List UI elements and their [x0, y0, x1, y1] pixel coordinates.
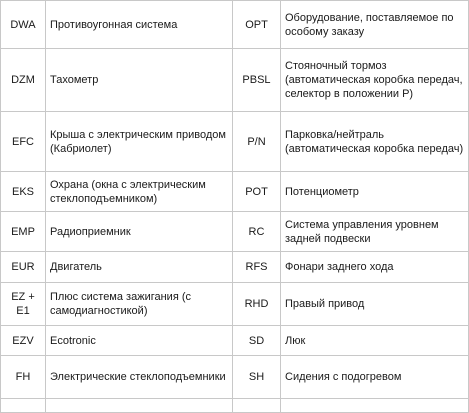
- table-row: [1, 49, 469, 112]
- abbreviation-cell: FH: [1, 356, 46, 399]
- table-row: [1, 212, 469, 252]
- abbreviation-cell: [1, 399, 46, 413]
- description-cell: Ecotronic: [46, 326, 233, 356]
- abbreviation-cell: OPT: [233, 1, 281, 49]
- table-row: [1, 399, 469, 413]
- table-row: [1, 252, 469, 283]
- abbreviation-cell: DWA: [1, 1, 46, 49]
- description-cell: Фонари заднего хода: [281, 252, 469, 283]
- abbreviation-cell: POT: [233, 172, 281, 212]
- abbreviation-cell: EFC: [1, 112, 46, 172]
- abbreviation-cell: RFS: [233, 252, 281, 283]
- table-row: [1, 112, 469, 172]
- description-cell: Стояночный тормоз (автоматическая коробка передач, селектор в положении Р): [281, 49, 469, 112]
- abbreviation-cell: RHD: [233, 283, 281, 326]
- abbreviation-cell: P/N: [233, 112, 281, 172]
- abbreviation-cell: EKS: [1, 172, 46, 212]
- description-cell: [46, 399, 233, 413]
- table-row: [1, 326, 469, 356]
- description-cell: Парковка/нейтраль (автоматическая коробка передач): [281, 112, 469, 172]
- table-row: [1, 1, 469, 49]
- description-cell: [281, 399, 469, 413]
- description-cell: Потенциометр: [281, 172, 469, 212]
- abbreviation-cell: EZV: [1, 326, 46, 356]
- description-cell: Двигатель: [46, 252, 233, 283]
- description-cell: Система управления уровнем задней подвески: [281, 212, 469, 252]
- abbreviation-cell: SH: [233, 356, 281, 399]
- abbreviation-cell: EUR: [1, 252, 46, 283]
- abbreviation-cell: [233, 399, 281, 413]
- description-cell: Тахометр: [46, 49, 233, 112]
- description-cell: Оборудование, поставляемое по особому заказу: [281, 1, 469, 49]
- description-cell: Охрана (окна с электрическим стеклоподъемником): [46, 172, 233, 212]
- abbreviation-cell: EZ + E1: [1, 283, 46, 326]
- table-row: [1, 172, 469, 212]
- description-cell: Плюс система зажигания (с самодиагностикой): [46, 283, 233, 326]
- description-cell: Радиоприемник: [46, 212, 233, 252]
- description-cell: Противоугонная система: [46, 1, 233, 49]
- description-cell: Сидения с подогревом: [281, 356, 469, 399]
- abbreviation-cell: EMP: [1, 212, 46, 252]
- table-row: [1, 356, 469, 399]
- table-row: [1, 283, 469, 326]
- abbreviation-cell: DZM: [1, 49, 46, 112]
- abbreviation-cell: SD: [233, 326, 281, 356]
- abbreviation-cell: PBSL: [233, 49, 281, 112]
- abbreviation-cell: RC: [233, 212, 281, 252]
- description-cell: Люк: [281, 326, 469, 356]
- description-cell: Электрические стеклоподъемники: [46, 356, 233, 399]
- description-cell: Правый привод: [281, 283, 469, 326]
- description-cell: Крыша с электрическим приводом (Кабриолет): [46, 112, 233, 172]
